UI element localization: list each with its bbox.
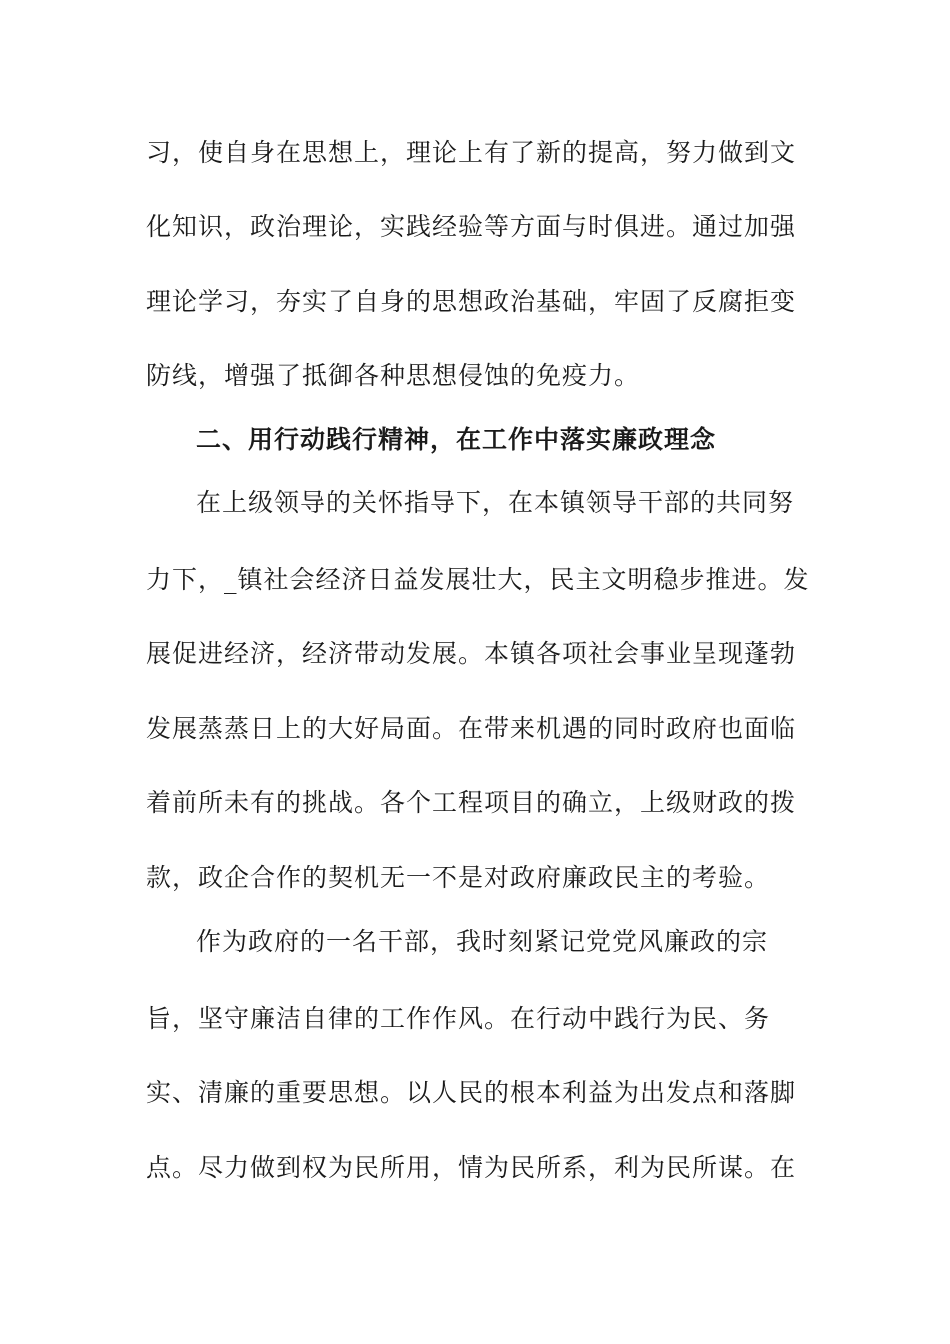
- paragraph-line: 发展蒸蒸日上的大好局面。在带来机遇的同时政府也面临: [146, 714, 797, 743]
- paragraph-line: 款，政企合作的契机无一不是对政府廉政民主的考验。: [146, 863, 771, 892]
- paragraph-line: 理论学习，夯实了自身的思想政治基础，牢固了反腐拒变: [146, 287, 797, 316]
- paragraph-line: 防线，增强了抵御各种思想侵蚀的免疫力。: [146, 361, 641, 390]
- paragraph-line: 化知识，政治理论，实践经验等方面与时俱进。通过加强: [146, 212, 797, 241]
- paragraph-line: 旨，坚守廉洁自律的工作作风。在行动中践行为民、务: [146, 1004, 771, 1033]
- paragraph-line: 展促进经济，经济带动发展。本镇各项社会事业呈现蓬勃: [146, 639, 797, 668]
- paragraph-line: 力下，_镇社会经济日益发展壮大，民主文明稳步推进。发: [146, 565, 810, 594]
- paragraph-line: 点。尽力做到权为民所用，情为民所系，利为民所谋。在: [146, 1153, 797, 1182]
- paragraph-line: 实、清廉的重要思想。以人民的根本利益为出发点和落脚: [146, 1078, 797, 1107]
- paragraph-line: 习，使自身在思想上，理论上有了新的提高，努力做到文: [146, 138, 797, 167]
- paragraph-line: 着前所未有的挑战。各个工程项目的确立，上级财政的拨: [146, 788, 797, 817]
- paragraph-line: 作为政府的一名干部，我时刻紧记党党风廉政的宗: [196, 927, 769, 956]
- paragraph-line: 在上级领导的关怀指导下，在本镇领导干部的共同努: [196, 488, 795, 517]
- section-heading: 二、用行动践行精神，在工作中落实廉政理念: [196, 425, 717, 454]
